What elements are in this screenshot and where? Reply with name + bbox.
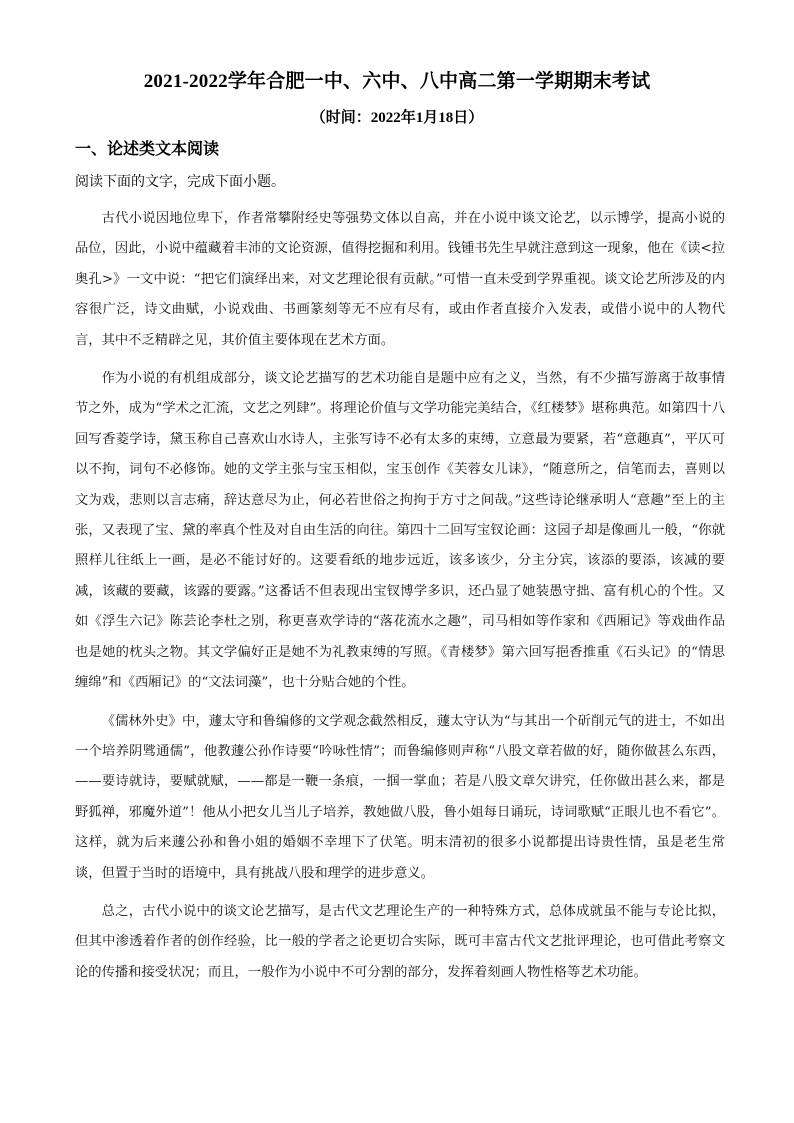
passage-paragraph-1: 古代小说因地位卑下，作者常攀附经史等强势文体以自高，并在小说中谈文论艺，以示博学，提高小说的品位，因此，小说中蕴藏着丰沛的文论资源，值得挖掘和利用。钱锺书先生早就注意到这一现象，他在《读<拉奥孔>》一文中说：“把它们演绎出来，对文艺理论很有贡献。”可惜一直未受到学界重视。谈文论艺所涉及的内容很广泛，诗文曲赋，小说戏曲、书画篆刻等无不应有尽有，或由作者直接介入发表，或借小说中的人物代言，其中不乏精辟之见，其价值主要体现在艺术方面。 [75, 211, 725, 348]
passage-paragraph-3: 《儒林外史》中，蘧太守和鲁编修的文学观念截然相反，蘧太守认为“与其出一个斫削元气的进士，不如出一个培养阴骘通儒”，他教蘧公孙作诗要“吟咏性情”；而鲁编修则声称“八股文章若做的好，随你做甚么东西，——要诗就诗，要赋就赋，——都是一鞭一条痕，一掴一掌血；若是八股文章欠讲究，任你做出甚么来，都是野狐禅，邪魔外道”！他从小把女儿当儿子培养，教她做八股，鲁小姐每日诵玩，诗词歌赋“正眼儿也不看它”。这样，就为后来蘧公孙和鲁小姐的婚姻不幸埋下了伏笔。明末清初的很多小说都提出诗贵性情，虽是老生常谈，但置于当时的语境中，具有挑战八股和理学的进步意义。 [75, 713, 725, 881]
exam-title: 2021-2022学年合肥一中、六中、八中高二第一学期期末考试 [143, 71, 651, 92]
passage-paragraph-4: 总之，古代小说中的谈文论艺描写，是古代文艺理论生产的一种特殊方式，总体成就虽不能与专论比拟，但其中渗透着作者的创作经验，比一般的学者之论更切合实际，既可丰富古代文艺批评理论，也可借此考察文论的传播和接受状况；而且，一般作为小说中不可分割的部分，发挥着刻画人物性格等艺术功能。 [75, 903, 725, 980]
exam-date: （时间：2022年1月18日） [310, 110, 484, 126]
section-heading: 一、论述类文本阅读 [75, 141, 220, 158]
reading-instruction: 阅读下面的文字，完成下面小题。 [75, 173, 285, 189]
passage-body [75, 204, 725, 988]
passage-paragraph-2: 作为小说的有机组成部分，谈文论艺描写的艺术功能自是题中应有之义，当然，有不少描写游离于故事情节之外，成为“学术之汇流，文艺之列肆”。将理论价值与文学功能完美结合，《红楼梦》堪称典范。如第四十八回写香菱学诗，黛玉称自己喜欢山水诗人，主张写诗不必有太多的束缚，立意最为要紧，若“意趣真”，平仄可以不拘，词句不必修饰。她的文学主张与宝玉相似，宝玉创作《芙蓉女儿诔》，“随意所之，信笔而去，喜则以文为戏，悲则以言志痛，辞达意尽为止，何必若世俗之拘拘于方寸之间哉。”这些诗论继承明人“意趣”至上的主张，又表现了宝、黛的率真个性及对自由生活的向往。第四十二回写宝钗论画：这园子却是像画儿一般，“你就照样儿往纸上一画，是必不能讨好的。这要看纸的地步远近，该多该少，分主分宾，该添的要添，该减的要减，该藏的要藏，该露的要露。”这番话不但表现出宝钗博学多识，还凸显了她装愚守拙、富有机心的个性。又如《浮生六记》陈芸论李杜之别，称更喜欢学诗的“落花流水之趣”，司马相如等作家和《西厢记》等戏曲作品也是她的枕头之物。其文学偏好正是她不为礼教束缚的写照。《青楼梦》第六回写挹香推重《石头记》的“情思缠绵”和《西厢记》的“文法词藻”，也十分贴合她的个性。 [75, 371, 725, 691]
